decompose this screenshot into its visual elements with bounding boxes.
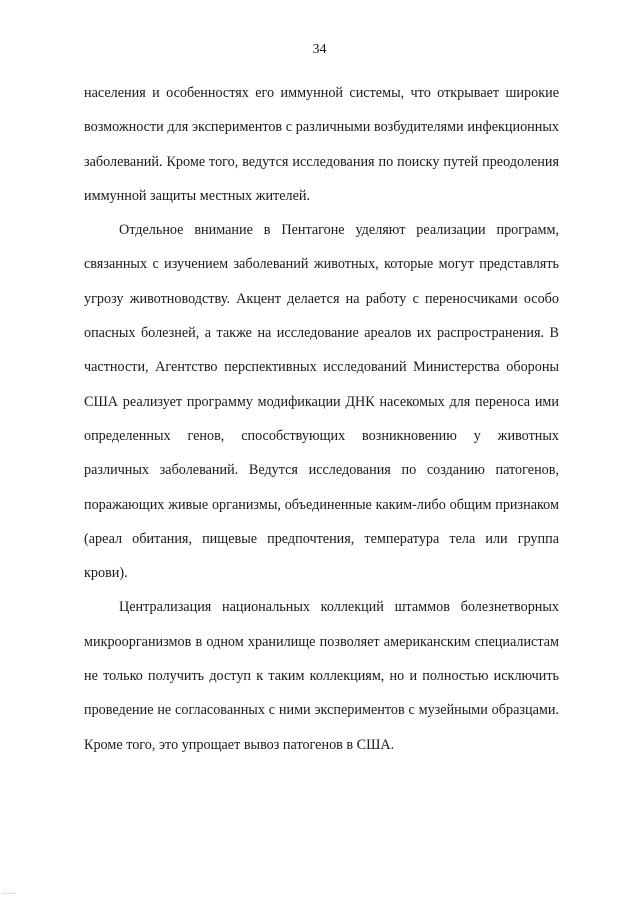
paragraph-strain-collections: Централизация национальных коллекций штаммов болезнетворных микроорганизмов в одном хранилище позволяет американским специалистам не только получить доступ к таким коллекциям, но и полностью исключить проведение не согласованных с ними экспериментов с музейными образцами. Кроме того, это упрощает вывоз патогенов в США. [84, 599, 559, 753]
paragraph-continuation: населения и особенностях его иммунной системы, что открывает широкие возможности для экспериментов с различными возбудителями инфекционных заболеваний. Кроме того, ведутся исследования по поиску путей преодоления иммунной защиты местных жителей. [84, 85, 559, 204]
page-number: 34 [312, 42, 327, 57]
paragraph-animal-diseases: Отдельное внимание в Пентагоне уделяют реализации программ, связанных с изучением заболеваний животных, которые могут представлять угрозу животноводству. Акцент делается на работу с переносчиками особо опасных болезней, а также на исследование ареалов их распространения. В частности, Агентство перспективных исследований Министерства обороны США реализует программу модификации ДНК насекомых для переноса ими определенных генов, способствующих возникновению у животных различных заболеваний. Ведутся исследования по созданию патогенов, поражающих живые организмы, объединенные каким-либо общим признаком (ареал обитания, пищевые предпочтения, температура тела или группа крови). [84, 222, 559, 582]
scan-artifact [2, 893, 16, 897]
body-text [84, 76, 559, 762]
